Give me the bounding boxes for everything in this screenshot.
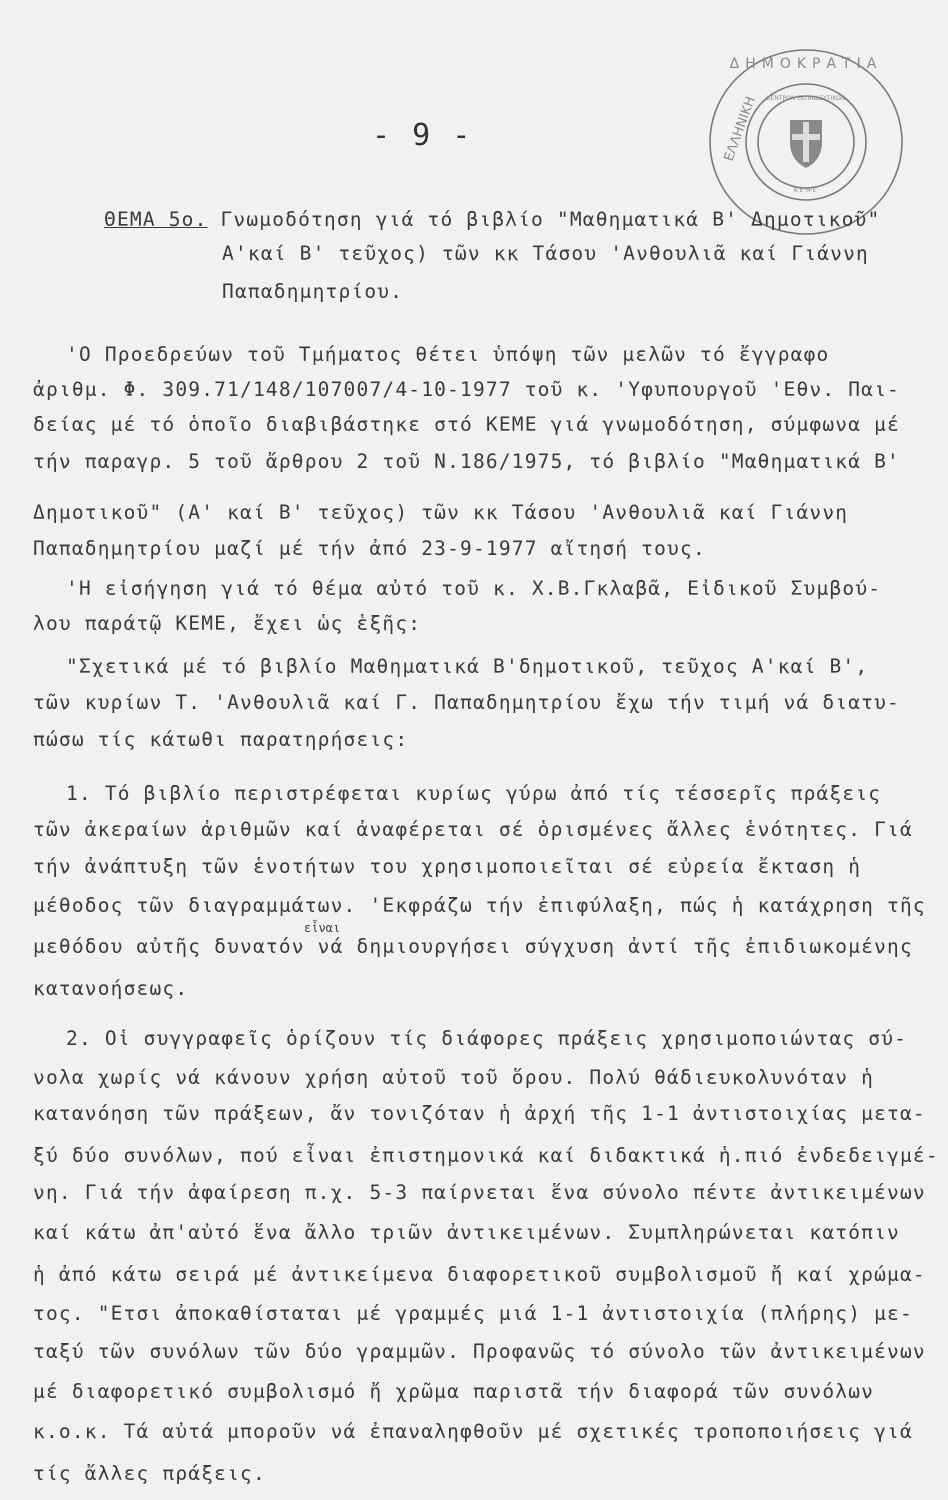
text-line: δείας μέ τό ὁποῖο διαβιβάστηκε στό ΚΕΜΕ γιά γνωμοδότηση, σύμφωνα μέ (33, 413, 900, 436)
text-line: τίς ἄλλες πράξεις. (33, 1462, 266, 1485)
text-line: 1. Τό βιβλίο περιστρέφεται κυρίως γύρω ἀπό τίς τέσσερῖς πράξεις (66, 782, 882, 805)
text-line: ξύ δύο συνόλων, πού εἶναι ἐπιστημονικά καί διδακτικά ἡ.πιό ἐνδεδειγμέ- (33, 1144, 939, 1167)
text-line: κ.ο.κ. Τά αὐτά μποροῦν νά ἐπαναληφθοῦν μέ σχετικές τροποποιήσεις γιά (33, 1420, 913, 1443)
text-line: ταξύ τῶν συνόλων τῶν δύο γραμμῶν. Προφανῶς τό σύνολο τῶν ἀντικειμένων (33, 1340, 926, 1363)
text-line: Α'καί Β' τεῦχος) τῶν κκ Τάσου 'Ανθουλιᾶ καί Γιάννη (222, 242, 869, 265)
text-line: κατανόηση τῶν πράξεων, ἄν τονιζόταν ἡ ἀρχή τῆς 1-1 ἀντιστοιχίας μετα- (33, 1102, 926, 1125)
text-line: Παπαδημητρίου. (222, 280, 404, 303)
text-line: πώσω τίς κάτωθι παρατηρήσεις: (33, 728, 409, 751)
text-line: τήν παραγρ. 5 τοῦ ἄρθρου 2 τοῦ Ν.186/1975, τό βιβλίο "Μαθηματικά Β' (33, 450, 900, 473)
section-heading: ΘΕΜΑ 5ο. (104, 208, 208, 231)
text-line: μεθόδου αὐτῆς δυνατόν νά δημιουργήσει σύγχυση ἀντί τῆς ἐπιδιωκομένης (33, 935, 913, 958)
text-line: ἡ ἀπό κάτω σειρά μέ ἀντικείμενα διαφορετικοῦ συμβολισμοῦ ἤ καί χρώμα- (33, 1263, 926, 1286)
text-line: νη. Γιά τήν ἀφαίρεση π.χ. 5-3 παίρνεται ἕνα σύνολο πέντε ἀντικειμένων (33, 1181, 926, 1204)
text-line: καί κάτω ἀπ'αὐτό ἕνα ἄλλο τριῶν ἀντικειμένων. Συμπληρώνεται κατόπιν (33, 1221, 900, 1244)
text-line: μέ διαφορετικό συμβολισμό ἤ χρῶμα παριστᾶ τήν διαφορά τῶν συνόλων (33, 1380, 875, 1403)
text-line: τῶν κυρίων Τ. 'Ανθουλιᾶ καί Γ. Παπαδημητρίου ἔχω τήν τιμή νά διατυ- (33, 691, 900, 714)
text-line: μέθοδος τῶν διαγραμμάτων. 'Εκφράζω τήν ἐπιφύλαξη, πώς ἡ κατάχρηση τῆς (33, 894, 926, 917)
text-line: "Σχετικά μέ τό βιβλίο Μαθηματικά Β'δημοτικοῦ, τεῦχος Α'καί Β', (66, 655, 869, 678)
svg-text:ΔΗΜΟΚΡΑΤΙΑ: ΔΗΜΟΚΡΑΤΙΑ (729, 56, 883, 72)
handwritten-insert: εἶναι (304, 921, 341, 935)
text-line: νολα χωρίς νά κάνουν χρήση αὐτοῦ τοῦ ὅρου. Πολύ θάδιευκολυνόταν ἡ (33, 1066, 875, 1089)
text-line: Παπαδημητρίου μαζί μέ τήν ἀπό 23-9-1977 αἴτησή τους. (33, 537, 706, 560)
text-line: τήν ἀνάπτυξη τῶν ἑνοτήτων του χρησιμοποιεῖται σέ εὐρεία ἔκταση ἡ (33, 855, 862, 878)
text-line: κατανοήσεως. (33, 977, 189, 1000)
text-line: τῶν ἀκεραίων ἀριθμῶν καί ἀναφέρεται σέ ὁρισμένες ἄλλες ἑνότητες. Γιά (33, 818, 913, 841)
text-line: ἀριθμ. Φ. 309.71/148/107007/4-10-1977 τοῦ κ. 'Υφυπουργοῦ 'Εθν. Παι- (33, 378, 900, 401)
text-line: 2. Οἱ συγγραφεῖς ὁρίζουν τίς διάφορες πράξεις χρησιμοποιώντας σύ- (66, 1027, 908, 1050)
page-number: - 9 - (372, 118, 473, 153)
text-line: Δημοτικοῦ" (Α' καί Β' τεῦχος) τῶν κκ Τάσου 'Ανθουλιᾶ καί Γιάννη (33, 501, 849, 524)
text-line: τος. "Ετσι ἀποκαθίσταται μέ γραμμές μιά 1-1 ἀντιστοιχία (πλήρης) με- (33, 1302, 913, 1325)
text-line: 'Η εἰσήγηση γιά τό θέμα αὐτό τοῦ κ. Χ.Β.Γκλαβᾶ, Εἰδικοῦ Συμβού- (66, 577, 882, 600)
text-line: 'Ο Προεδρεύων τοῦ Τμήματος θέτει ὑπόψη τῶν μελῶν τό ἔγγραφο (66, 343, 830, 366)
svg-text:ΚΕΝΤΡΟΝ ΕΚΠΑΙΔΕΥΤΙΚΩΝ: ΚΕΝΤΡΟΝ ΕΚΠΑΙΔΕΥΤΙΚΩΝ (766, 95, 846, 102)
section-title-text: Γνωμοδότηση γιά τό βιβλίο "Μαθηματικά Β' Δημοτικοῦ" (207, 208, 881, 231)
svg-text:ΕΛΛΗΝΙΚΗ: ΕΛΛΗΝΙΚΗ (721, 94, 759, 164)
text-line: λου παράτῷ ΚΕΜΕ, ἔχει ὡς ἑξῆς: (33, 612, 422, 635)
svg-text:Κ·Ε·Μ·Ε·: Κ·Ε·Μ·Ε· (793, 187, 819, 194)
section-title-line (104, 208, 880, 232)
